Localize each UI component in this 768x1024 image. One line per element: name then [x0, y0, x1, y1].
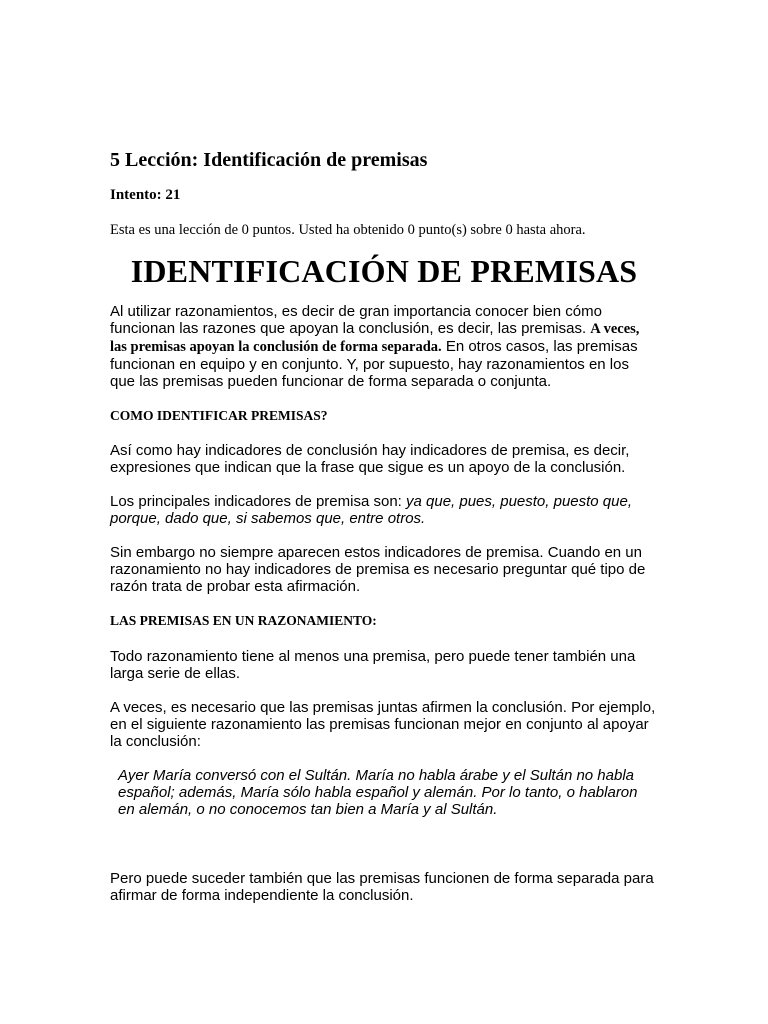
main-indicators-list: ya que, pues, puesto, puesto que, porque, dado que, si sabemos que, entre otros. — [110, 493, 633, 528]
no-indicators-paragraph: Sin embargo no siempre aparecen estos indicadores de premisa. Cuando en un razonamiento no hay indicadores de premisa es necesario preguntar qué tipo de razón trata de probar esta afirmación. — [110, 544, 646, 596]
example-quote: Ayer María conversó con el Sultán. María no habla árabe y el Sultán no habla español; además, María sólo habla español y alemán. Por lo tanto, o hablaron en alemán, o no conocemos tan bien a María y al Sultán. — [118, 766, 638, 818]
together-paragraph: A veces, es necesario que las premisas juntas afirmen la conclusión. Por ejemplo, en el siguiente razonamiento las premisas funcionan mejor en conjunto al apoyar la conclusión: — [110, 698, 656, 750]
main-title: IDENTIFICACIÓN DE PREMISAS — [130, 253, 638, 290]
attempt-label: Intento: 21 — [110, 187, 181, 203]
score-line: Esta es una lección de 0 puntos. Usted ha obtenido 0 punto(s) sobre 0 hasta ahora. — [110, 221, 586, 238]
intro-bold-text: A veces, las premisas apoyan la conclusión de forma separada. — [110, 320, 640, 355]
lesson-title: 5 Lección: Identificación de premisas — [110, 149, 428, 171]
every-reasoning-paragraph: Todo razonamiento tiene al menos una premisa, pero puede tener también una larga serie de ellas. — [110, 647, 636, 682]
intro-paragraph — [110, 303, 658, 390]
section-heading-premises: LAS PREMISAS EN UN RAZONAMIENTO: — [110, 613, 377, 629]
intro-text-part1: Al utilizar razonamientos, es decir de gran importancia conocer bien cómo funcionan las razones que apoyan la conclusión, es decir, las premisas. — [110, 302, 602, 337]
main-indicators-paragraph — [110, 493, 658, 527]
separate-paragraph: Pero puede suceder también que las premisas funcionen de forma separada para afirmar de forma independiente la conclusión. — [110, 869, 654, 904]
indicators-paragraph: Así como hay indicadores de conclusión hay indicadores de premisa, es decir, expresiones que indican que la frase que sigue es un apoyo de la conclusión. — [110, 442, 630, 477]
section-heading-identify: COMO IDENTIFICAR PREMISAS? — [110, 407, 328, 423]
main-indicators-lead: Los principales indicadores de premisa son: — [110, 493, 406, 511]
intro-text-part2: En otros casos, las premisas funcionan en equipo y en conjunto. Y, por supuesto, hay razonamientos en los que las premisas pueden funcionar de forma separada o conjunta. — [110, 337, 638, 390]
document-page — [110, 148, 658, 921]
